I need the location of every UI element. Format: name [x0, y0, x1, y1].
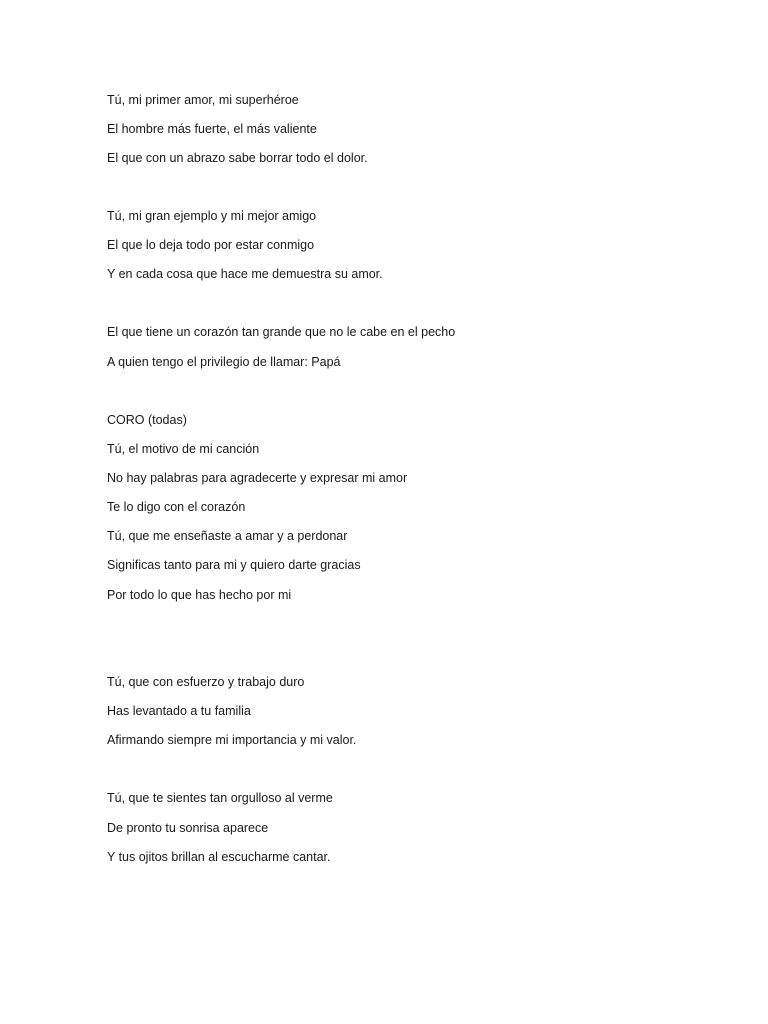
lyric-line: Y en cada cosa que hace me demuestra su amor. [107, 267, 383, 281]
lyric-line: No hay palabras para agradecerte y expresar mi amor [107, 471, 408, 485]
lyric-line: Te lo digo con el corazón [107, 500, 246, 514]
lyric-line: El que con un abrazo sabe borrar todo el dolor. [107, 151, 368, 165]
lyric-line: Tú, que te sientes tan orgulloso al verme [107, 791, 333, 805]
lyric-line: Tú, mi primer amor, mi superhéroe [107, 93, 299, 107]
lyric-line: Y tus ojitos brillan al escucharme cantar. [107, 850, 331, 864]
lyric-line: El que lo deja todo por estar conmigo [107, 238, 315, 252]
lyric-line: Has levantado a tu familia [107, 704, 251, 718]
lyric-line: Por todo lo que has hecho por mi [107, 588, 292, 602]
lyric-line: El hombre más fuerte, el más valiente [107, 122, 317, 136]
lyric-line: Tú, que con esfuerzo y trabajo duro [107, 675, 305, 689]
lyric-line: De pronto tu sonrisa aparece [107, 821, 269, 835]
lyric-line: A quien tengo el privilegio de llamar: Papá [107, 355, 341, 369]
lyric-line: Significas tanto para mi y quiero darte gracias [107, 558, 361, 572]
lyric-line: Afirmando siempre mi importancia y mi valor. [107, 733, 357, 747]
lyric-line: Tú, que me enseñaste a amar y a perdonar [107, 529, 348, 543]
chorus-heading: CORO (todas) [107, 413, 187, 427]
lyric-line: Tú, el motivo de mi canción [107, 442, 260, 456]
lyric-line: El que tiene un corazón tan grande que no le cabe en el pecho [107, 325, 456, 339]
lyric-line: Tú, mi gran ejemplo y mi mejor amigo [107, 209, 317, 223]
